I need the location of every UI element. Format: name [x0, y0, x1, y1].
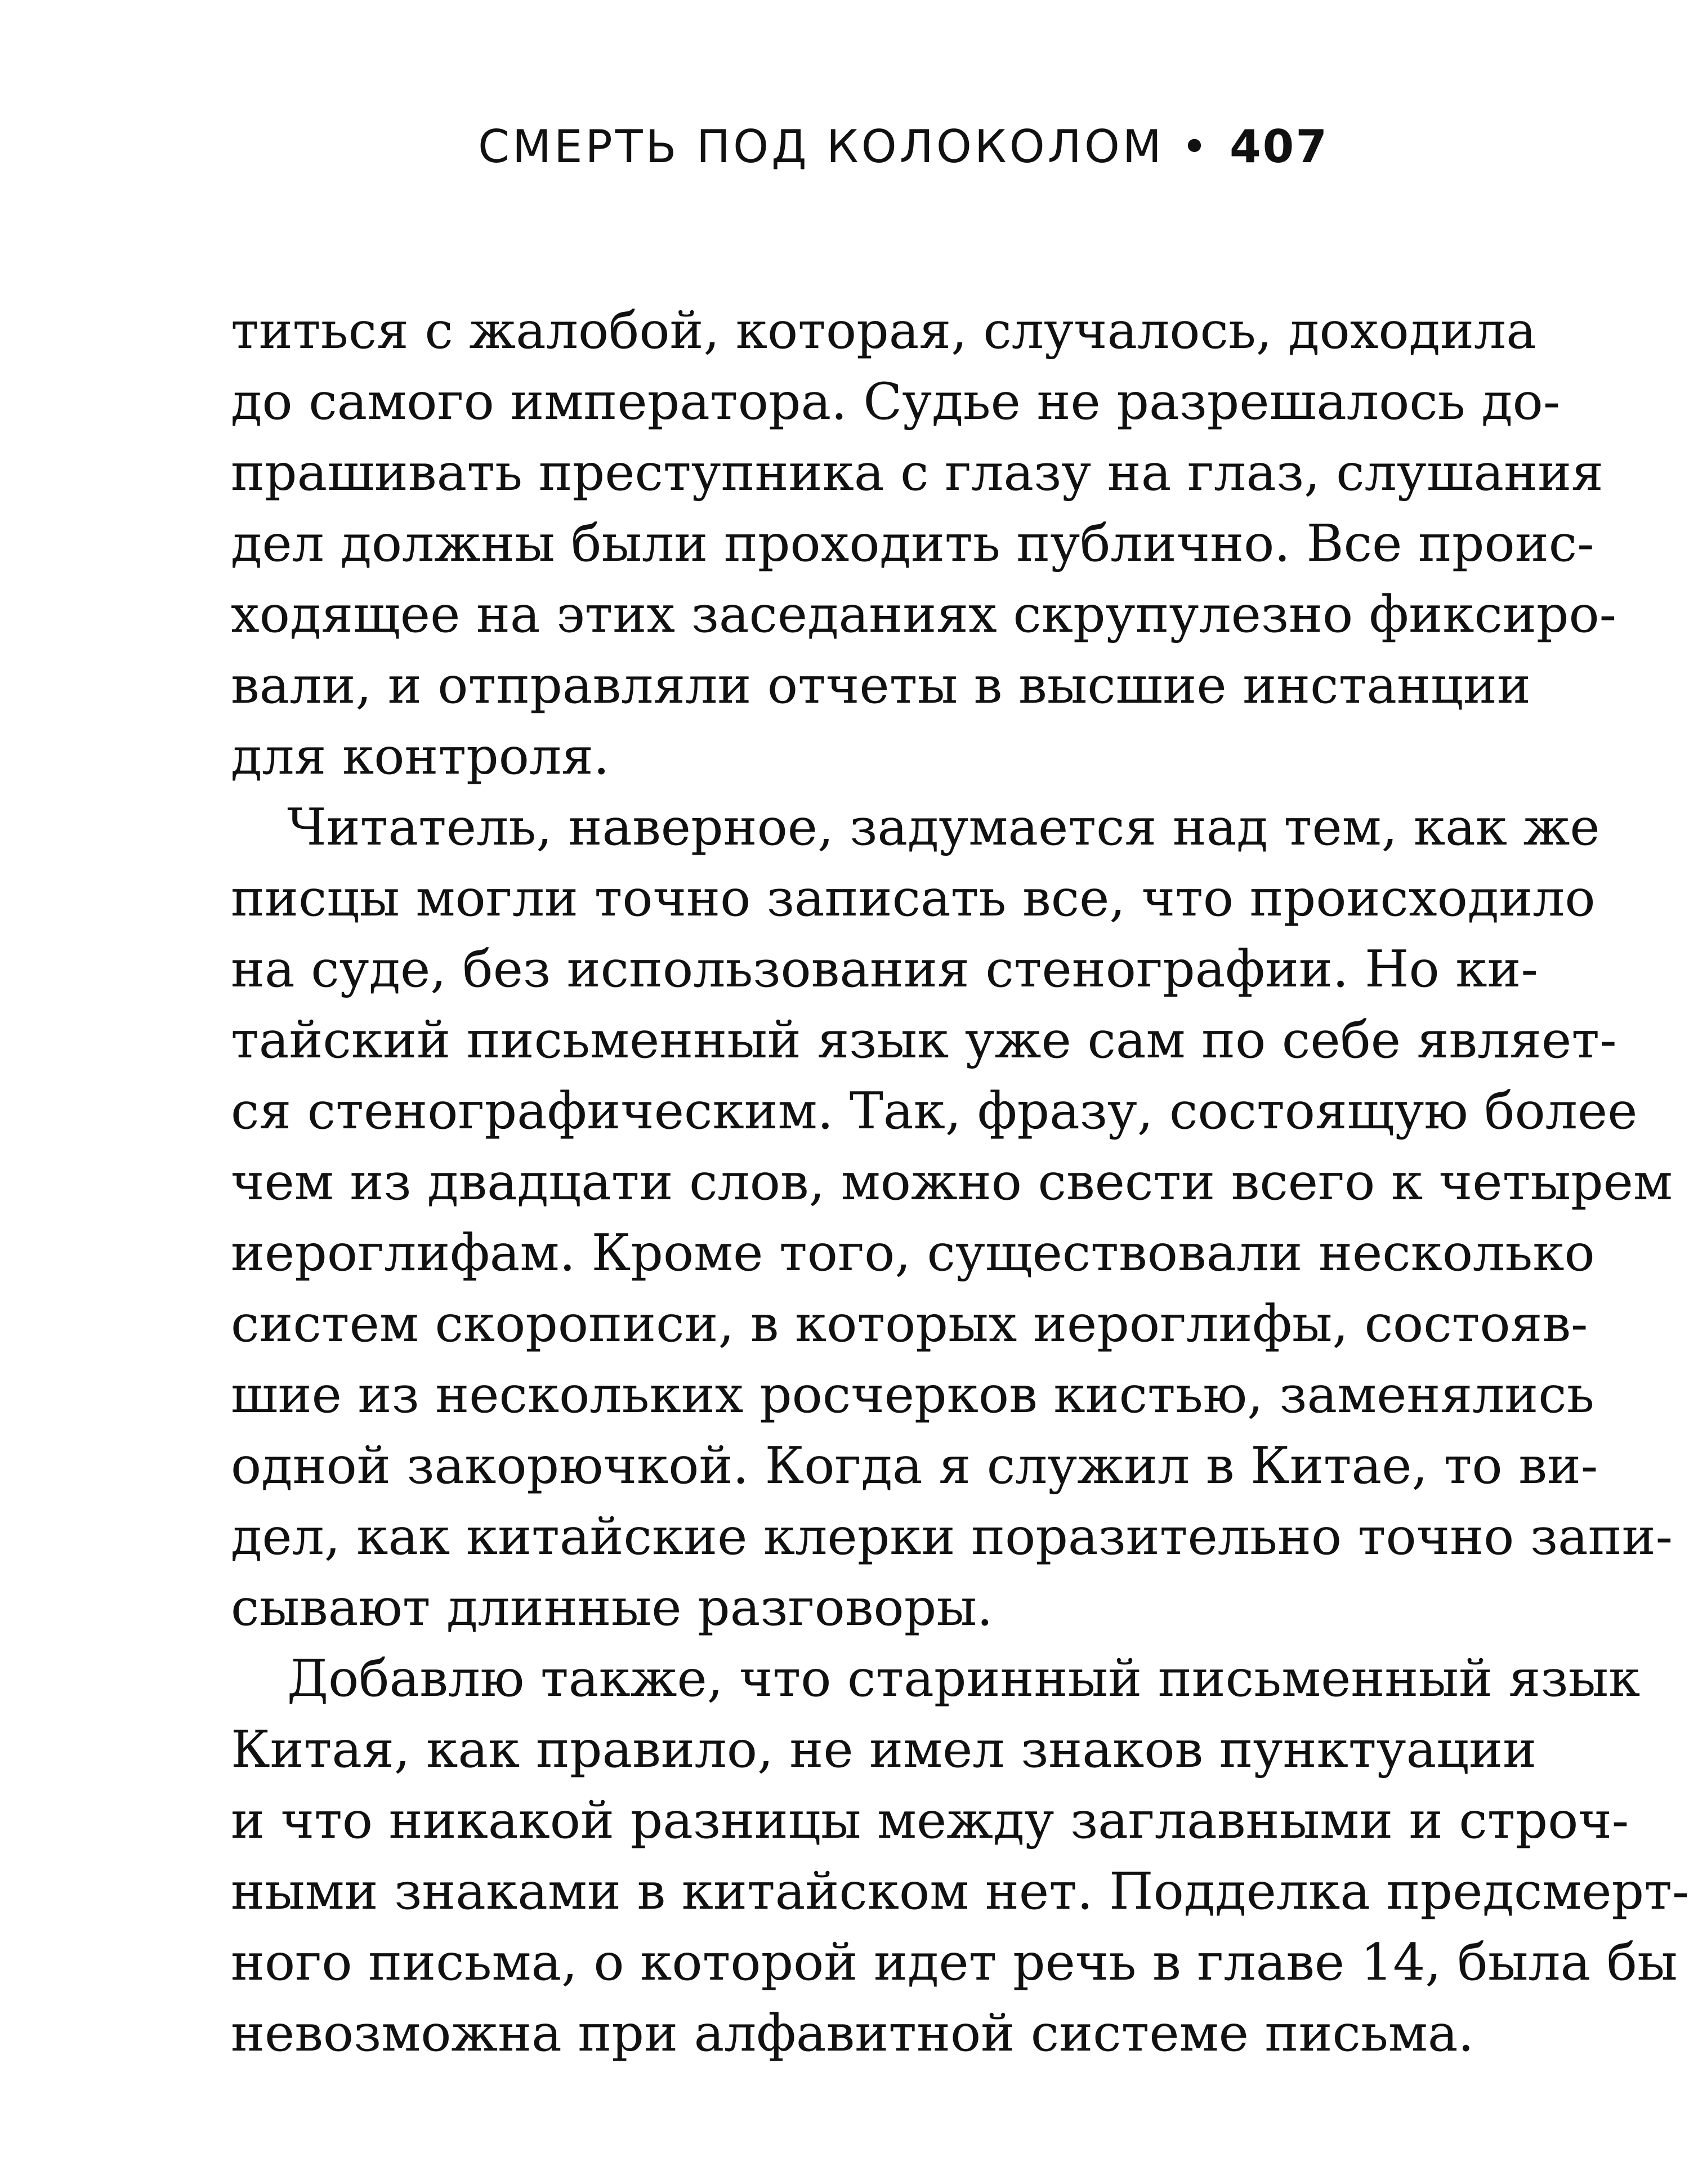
paragraph — [231, 1643, 1689, 2069]
body-text — [231, 296, 1689, 2069]
text-line: ся стенографическим. Так, фразу, состоящую более — [231, 1082, 1638, 1141]
text-line: Китая, как правило, не имел знаков пунктуации — [231, 1720, 1537, 1779]
text-line: систем скорописи, в которых иероглифы, состояв- — [231, 1294, 1588, 1354]
running-head — [478, 115, 1329, 177]
text-line: Добавлю также, что старинный письменный язык — [287, 1649, 1641, 1708]
text-line: одной закорючкой. Когда я служил в Китае, то ви- — [231, 1436, 1598, 1495]
text-line: тайский письменный язык уже сам по себе являет- — [231, 1011, 1617, 1070]
text-line: чем из двадцати слов, можно свести всего к четырем — [231, 1153, 1673, 1212]
text-line: сывают длинные разговоры. — [231, 1578, 993, 1637]
paragraph — [231, 296, 1617, 792]
text-line: шие из нескольких росчерков кистью, заменялись — [231, 1365, 1594, 1424]
text-line: и что никакой разницы между заглавными и строч- — [231, 1791, 1629, 1850]
page-number: 407 — [1230, 120, 1329, 173]
text-line: вали, и отправляли отчеты в высшие инстанции — [231, 656, 1531, 715]
text-line: иероглифам. Кроме того, существовали несколько — [231, 1223, 1595, 1283]
text-line: для контроля. — [231, 727, 610, 786]
text-line: дел должны были проходить публично. Все проис- — [231, 514, 1594, 573]
paragraph — [231, 792, 1673, 1643]
text-line: титься с жалобой, которая, случалось, доходила — [231, 301, 1536, 360]
text-line: Читатель, наверное, задумается над тем, как же — [287, 798, 1600, 857]
running-head-title: СМЕРТЬ ПОД КОЛОКОЛОМ — [478, 120, 1164, 173]
text-line: ными знаками в китайском нет. Подделка предсмерт- — [231, 1862, 1689, 1921]
text-line: писцы могли точно записать все, что происходило — [231, 869, 1596, 928]
text-line: ного письма, о которой идет речь в главе 14, была бы — [231, 1933, 1678, 1992]
text-line: ходящее на этих заседаниях скрупулезно фиксиро- — [231, 585, 1617, 644]
text-line: до самого императора. Судье не разрешалось до- — [231, 372, 1561, 431]
text-line: дел, как китайские клерки поразительно точно запи- — [231, 1507, 1673, 1566]
running-head-separator: • — [1181, 120, 1210, 173]
text-line: прашивать преступника с глазу на глаз, слушания — [231, 443, 1603, 502]
text-line: на суде, без использования стенографии. Но ки- — [231, 940, 1538, 999]
text-line: невозможна при алфавитной системе письма. — [231, 2004, 1474, 2063]
